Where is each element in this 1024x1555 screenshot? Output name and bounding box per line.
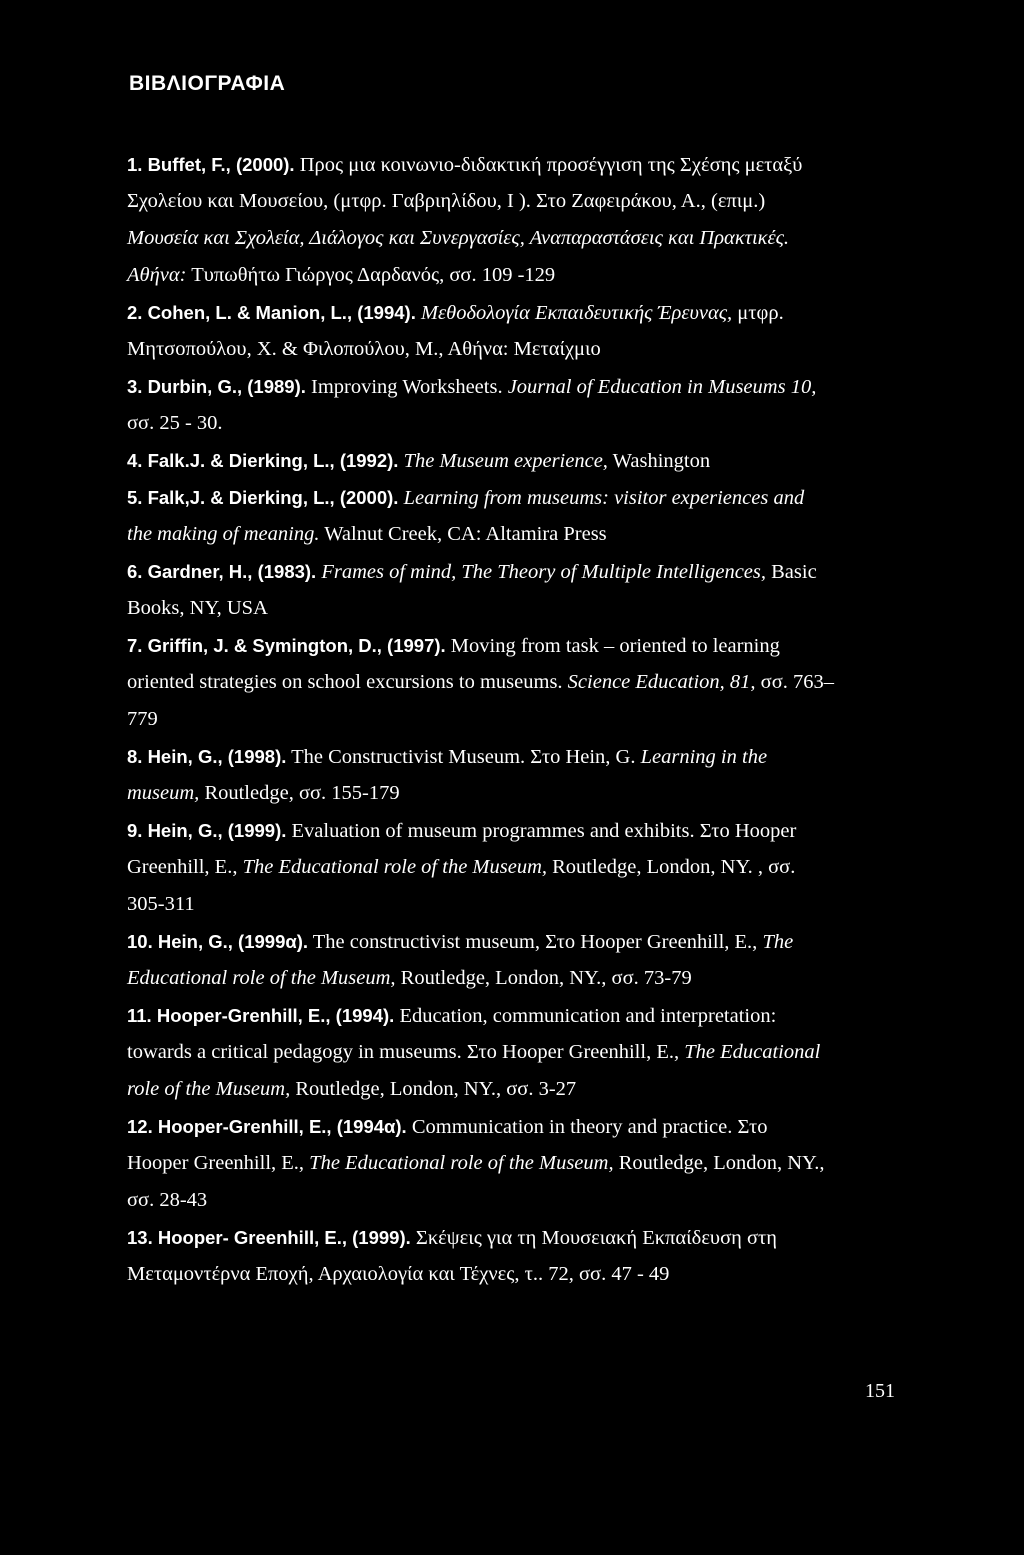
reference-line <box>127 368 917 405</box>
reference-text: σσ. 763– <box>755 671 835 693</box>
reference-line <box>127 960 917 997</box>
reference-line <box>127 220 917 257</box>
reference-entry <box>127 627 917 738</box>
reference-entry <box>127 923 917 997</box>
reference-entry <box>127 553 917 627</box>
reference-text: σσ. 25 - 30. <box>127 412 223 434</box>
reference-line <box>127 479 917 516</box>
page-heading: ΒΙΒΛΙΟΓΡΑΦΙΑ <box>129 72 286 95</box>
reference-text: μτφρ. <box>732 302 784 324</box>
reference-entry <box>127 997 917 1108</box>
reference-line <box>127 775 917 812</box>
reference-title: the making of meaning. <box>127 523 320 545</box>
reference-line <box>127 1108 917 1145</box>
reference-text: Walnut Creek, CA: Altamira Press <box>319 523 607 545</box>
reference-list <box>127 146 917 1293</box>
reference-text: Evaluation of museum programmes and exhibits. Στο Hooper <box>286 820 797 842</box>
reference-text: Improving Worksheets. <box>305 376 508 398</box>
reference-title: Learning from museums: visitor experiences and <box>398 487 805 509</box>
reference-title: Science Education, 81, <box>567 671 756 693</box>
reference-text: towards a critical pedagogy in museums. Στο Hooper Greenhill, E., <box>127 1041 685 1063</box>
reference-title: museum, <box>127 782 200 804</box>
reference-text: Routledge, London, NY., <box>613 1152 825 1174</box>
reference-text: σσ. 28-43 <box>127 1189 208 1211</box>
reference-text: Routledge, σσ. 155-179 <box>199 782 400 804</box>
reference-text: oriented strategies on school excursions to museums. <box>127 671 568 693</box>
reference-text: Hooper Greenhill, E., <box>127 1152 310 1174</box>
reference-author: 11. Hooper-Grenhill, E., (1994). <box>127 1005 395 1026</box>
reference-title: Μουσεία και Σχολεία, Διάλογος και Συνεργασίες, Αναπαραστάσεις και Πρακτικές. <box>127 227 790 249</box>
reference-text: The constructivist museum, Στο Hooper Greenhill, E., <box>308 931 763 953</box>
reference-line <box>127 553 917 590</box>
reference-text: Μεταμοντέρνα Εποχή, Αρχαιολογία και Τέχνες, τ.. 72, σσ. 47 - 49 <box>127 1263 670 1285</box>
reference-text: Basic <box>766 561 817 583</box>
reference-entry <box>127 368 917 442</box>
reference-text: Moving from task – oriented to learning <box>445 635 780 657</box>
reference-line <box>127 1071 917 1108</box>
reference-text: Προς μια κοινωνιο-διδακτική προσέγγιση της Σχέσης μεταξύ <box>294 154 803 176</box>
reference-line <box>127 1145 917 1182</box>
reference-author: 13. Hooper- Greenhill, E., (1999). <box>127 1227 411 1248</box>
reference-text: Routledge, London, NY., σσ. 3-27 <box>290 1078 577 1100</box>
reference-author: 5. Falk,J. & Dierking, L., (2000). <box>127 487 399 508</box>
reference-text: 779 <box>127 708 158 730</box>
reference-title: The Museum experience, <box>398 450 608 472</box>
reference-line <box>127 997 917 1034</box>
reference-text: Greenhill, E., <box>127 856 243 878</box>
reference-title: The Educational role of the Museum, <box>309 1152 614 1174</box>
reference-author: 3. Durbin, G., (1989). <box>127 376 306 397</box>
reference-entry <box>127 294 917 368</box>
reference-text: 305-311 <box>127 893 195 915</box>
reference-title: Educational role of the Museum, <box>127 967 396 989</box>
reference-line <box>127 1182 917 1219</box>
reference-line <box>127 738 917 775</box>
reference-text: Σκέψεις για τη Μουσειακή Εκπαίδευση στη <box>410 1227 777 1249</box>
reference-title: Frames of mind, The Theory of Multiple Intelligences, <box>316 561 766 583</box>
reference-title: The Educational <box>684 1041 821 1063</box>
reference-author: 8. Hein, G., (1998). <box>127 746 287 767</box>
reference-text: Μητσοπούλου, Χ. & Φιλοπούλου, Μ., Αθήνα: Μεταίχμιο <box>127 338 601 360</box>
reference-line <box>127 627 917 664</box>
reference-entry <box>127 812 917 923</box>
reference-line <box>127 183 917 220</box>
reference-line <box>127 516 917 553</box>
reference-line <box>127 664 917 701</box>
reference-line <box>127 590 917 627</box>
reference-author: 1. Buffet, F., (2000). <box>127 154 295 175</box>
reference-title: role of the Museum, <box>127 1078 291 1100</box>
reference-entry <box>127 1219 917 1293</box>
reference-text: Σχολείου και Μουσείου, (μτφρ. Γαβριηλίδου, Ι ). Στο Ζαφειράκου, Α., (επιμ.) <box>127 190 766 212</box>
reference-line <box>127 257 917 294</box>
reference-text: Education, communication and interpretation: <box>394 1005 777 1027</box>
reference-line <box>127 849 917 886</box>
reference-line <box>127 331 917 368</box>
reference-text: Washington <box>607 450 711 472</box>
reference-text: Τυπωθήτω Γιώργος Δαρδανός, σσ. 109 -129 <box>186 264 556 286</box>
reference-author: 10. Hein, G., (1999α). <box>127 931 309 952</box>
reference-title: The Educational role of the Museum, <box>242 856 547 878</box>
reference-entry <box>127 442 917 479</box>
reference-title: The <box>762 931 794 953</box>
reference-line <box>127 701 917 738</box>
reference-line <box>127 294 917 331</box>
reference-author: 4. Falk.J. & Dierking, L., (1992). <box>127 450 399 471</box>
page-number: 151 <box>865 1380 895 1402</box>
reference-line <box>127 812 917 849</box>
reference-line <box>127 886 917 923</box>
reference-author: 9. Hein, G., (1999). <box>127 820 287 841</box>
reference-text: Communication in theory and practice. Στο <box>406 1116 768 1138</box>
reference-entry <box>127 146 917 294</box>
reference-title: Μεθοδολογία Εκπαιδευτικής Έρευνας, <box>415 302 733 324</box>
reference-entry <box>127 1108 917 1219</box>
reference-author: 6. Gardner, H., (1983). <box>127 561 317 582</box>
reference-text: Books, NY, USA <box>127 597 268 619</box>
reference-line <box>127 1219 917 1256</box>
reference-title: Αθήνα: <box>127 264 187 286</box>
reference-line <box>127 923 917 960</box>
reference-entry <box>127 479 917 553</box>
reference-line <box>127 146 917 183</box>
reference-text: Routledge, London, NY. , σσ. <box>547 856 796 878</box>
reference-text: The Constructivist Museum. Στο Hein, G. <box>286 746 641 768</box>
reference-author: 2. Cohen, L. & Manion, L., (1994). <box>127 302 416 323</box>
reference-line <box>127 405 917 442</box>
reference-author: 7. Griffin, J. & Symington, D., (1997). <box>127 635 446 656</box>
reference-line <box>127 442 917 479</box>
reference-author: 12. Hooper-Grenhill, E., (1994α). <box>127 1116 407 1137</box>
reference-text: Routledge, London, NY., σσ. 73-79 <box>395 967 692 989</box>
reference-entry <box>127 738 917 812</box>
reference-line <box>127 1034 917 1071</box>
reference-title: Learning in the <box>640 746 768 768</box>
reference-line <box>127 1256 917 1293</box>
reference-title: Journal of Education in Museums 10, <box>507 376 817 398</box>
